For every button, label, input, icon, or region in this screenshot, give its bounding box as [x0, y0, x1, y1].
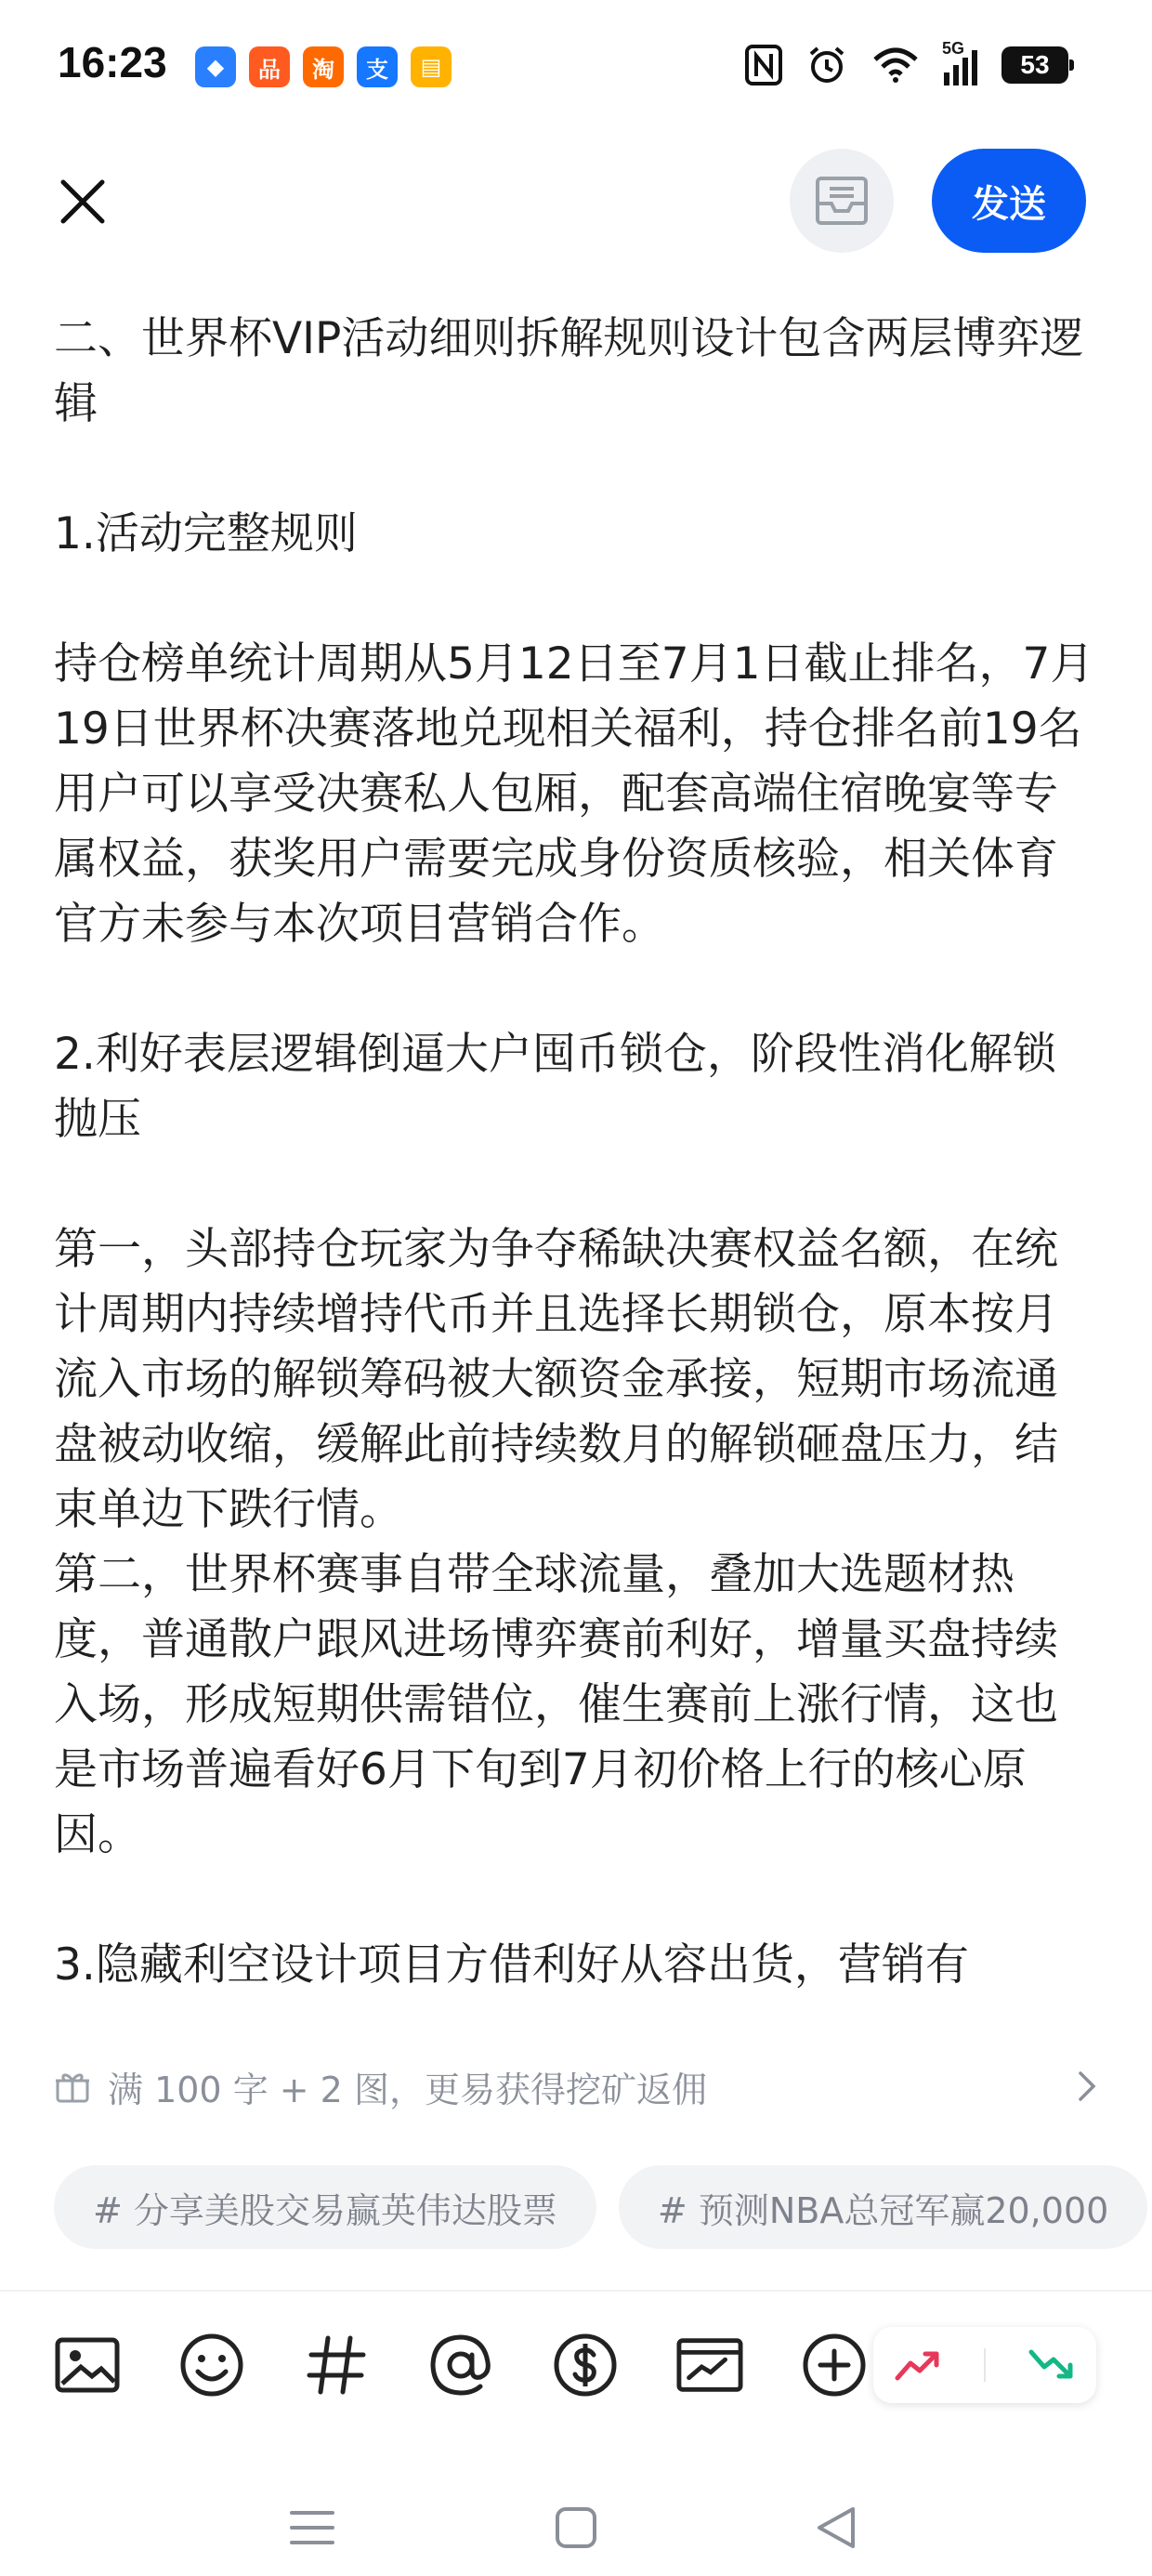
- chart-card-icon: [676, 2337, 743, 2393]
- status-indicators: [745, 39, 1068, 85]
- hashtag-icon: [304, 2333, 369, 2398]
- status-bar: [0, 0, 1152, 139]
- composer-toolbar: [54, 2323, 868, 2407]
- status-time: 16:23: [58, 38, 167, 86]
- wifi-icon: [871, 46, 920, 84]
- image-button[interactable]: [54, 2332, 121, 2399]
- battery-icon: [1001, 46, 1068, 84]
- status-app-icons: [195, 46, 452, 87]
- hashtag-button[interactable]: [303, 2332, 370, 2399]
- post-editor[interactable]: [54, 307, 1098, 2017]
- network-label: 5G: [942, 39, 965, 58]
- emoji-button[interactable]: [178, 2332, 245, 2399]
- blue-app-icon: ◆: [195, 46, 236, 87]
- post-paragraph: 二、世界杯VIP活动细则拆解规则设计包含两层博弈逻辑: [54, 313, 1084, 429]
- drafts-icon: [815, 176, 869, 226]
- mining-rebate-tip[interactable]: [54, 2054, 1098, 2119]
- plus-circle-icon: [802, 2333, 867, 2398]
- post-paragraph: 2.利好表层逻辑倒逼大户囤币锁仓，阶段性消化解锁抛压: [54, 1029, 1056, 1145]
- bearish-trend-icon[interactable]: [1028, 2346, 1076, 2384]
- alarm-icon: [806, 45, 847, 85]
- taobao-app-icon: 淘: [303, 46, 344, 87]
- post-blank-line: [54, 1152, 1098, 1217]
- token-button[interactable]: [552, 2332, 619, 2399]
- post-paragraph: 1.活动完整规则: [54, 508, 358, 559]
- toolbar-divider: [0, 2290, 1152, 2292]
- trend-selector: [873, 2327, 1096, 2403]
- trend-separator: [984, 2348, 986, 2382]
- chart-card-button[interactable]: [676, 2332, 743, 2399]
- post-blank-line: [54, 567, 1098, 632]
- mention-button[interactable]: [427, 2332, 494, 2399]
- topic-chip[interactable]: # 分享美股交易赢英伟达股票: [54, 2165, 596, 2249]
- at-icon: [428, 2333, 493, 2398]
- drafts-button[interactable]: [790, 149, 894, 253]
- alipay-app-icon: 支: [357, 46, 398, 87]
- chevron-right-icon: [1076, 2070, 1098, 2103]
- topic-chip[interactable]: # 预测NBA总冠军赢20,000: [619, 2165, 1147, 2249]
- dollar-icon: [553, 2333, 618, 2398]
- notes-app-icon: ▤: [411, 46, 452, 87]
- menu-icon[interactable]: [284, 2500, 340, 2556]
- topic-suggestions: [54, 2165, 1152, 2249]
- home-icon[interactable]: [548, 2500, 604, 2556]
- gift-icon: [54, 2068, 91, 2105]
- battery-level: 53: [1020, 50, 1050, 79]
- post-blank-line: [54, 957, 1098, 1022]
- emoji-icon: [179, 2333, 244, 2398]
- nfc-icon: [745, 45, 782, 85]
- back-icon[interactable]: [808, 2500, 864, 2556]
- orange-app-icon: 品: [249, 46, 290, 87]
- image-icon: [55, 2337, 120, 2393]
- post-blank-line: [54, 1868, 1098, 1933]
- more-button[interactable]: [801, 2332, 868, 2399]
- post-paragraph: 持仓榜单统计周期从5月12日至7月1日截止排名，7月19日世界杯决赛落地兑现相关福利，持仓排名前19名用户可以享受决赛私人包厢，配套高端住宿晚宴等专属权益，获奖用户需要完成身份资质核验，相关体育官方未参与本次项目营销合作。: [54, 638, 1094, 950]
- tip-text: 满 100 字 + 2 图，更易获得挖矿返佣: [108, 2069, 707, 2110]
- signal-icon: [942, 39, 977, 85]
- post-paragraph: 3.隐藏利空设计项目方借利好从容出货，营销有: [54, 1939, 969, 1991]
- system-navbar: [0, 2472, 1152, 2576]
- close-icon[interactable]: [54, 173, 111, 230]
- post-paragraph: 第二，世界杯赛事自带全球流量，叠加大选题材热度，普通散户跟风进场博弈赛前利好，增量买盘持续入场，形成短期供需错位，催生赛前上涨行情，这也是市场普遍看好6月下旬到7月初价格上行的核心原因。: [54, 1549, 1058, 1860]
- send-button[interactable]: 发送: [932, 149, 1086, 253]
- post-paragraph: 第一，头部持仓玩家为争夺稀缺决赛权益名额，在统计周期内持续增持代币并且选择长期锁仓，原本按月流入市场的解锁筹码被大额资金承接，短期市场流通盘被动收缩，缓解此前持续数月的解锁砸盘压力，结束单边下跌行情。: [54, 1224, 1058, 1535]
- post-blank-line: [54, 437, 1098, 502]
- bullish-trend-icon[interactable]: [894, 2346, 942, 2384]
